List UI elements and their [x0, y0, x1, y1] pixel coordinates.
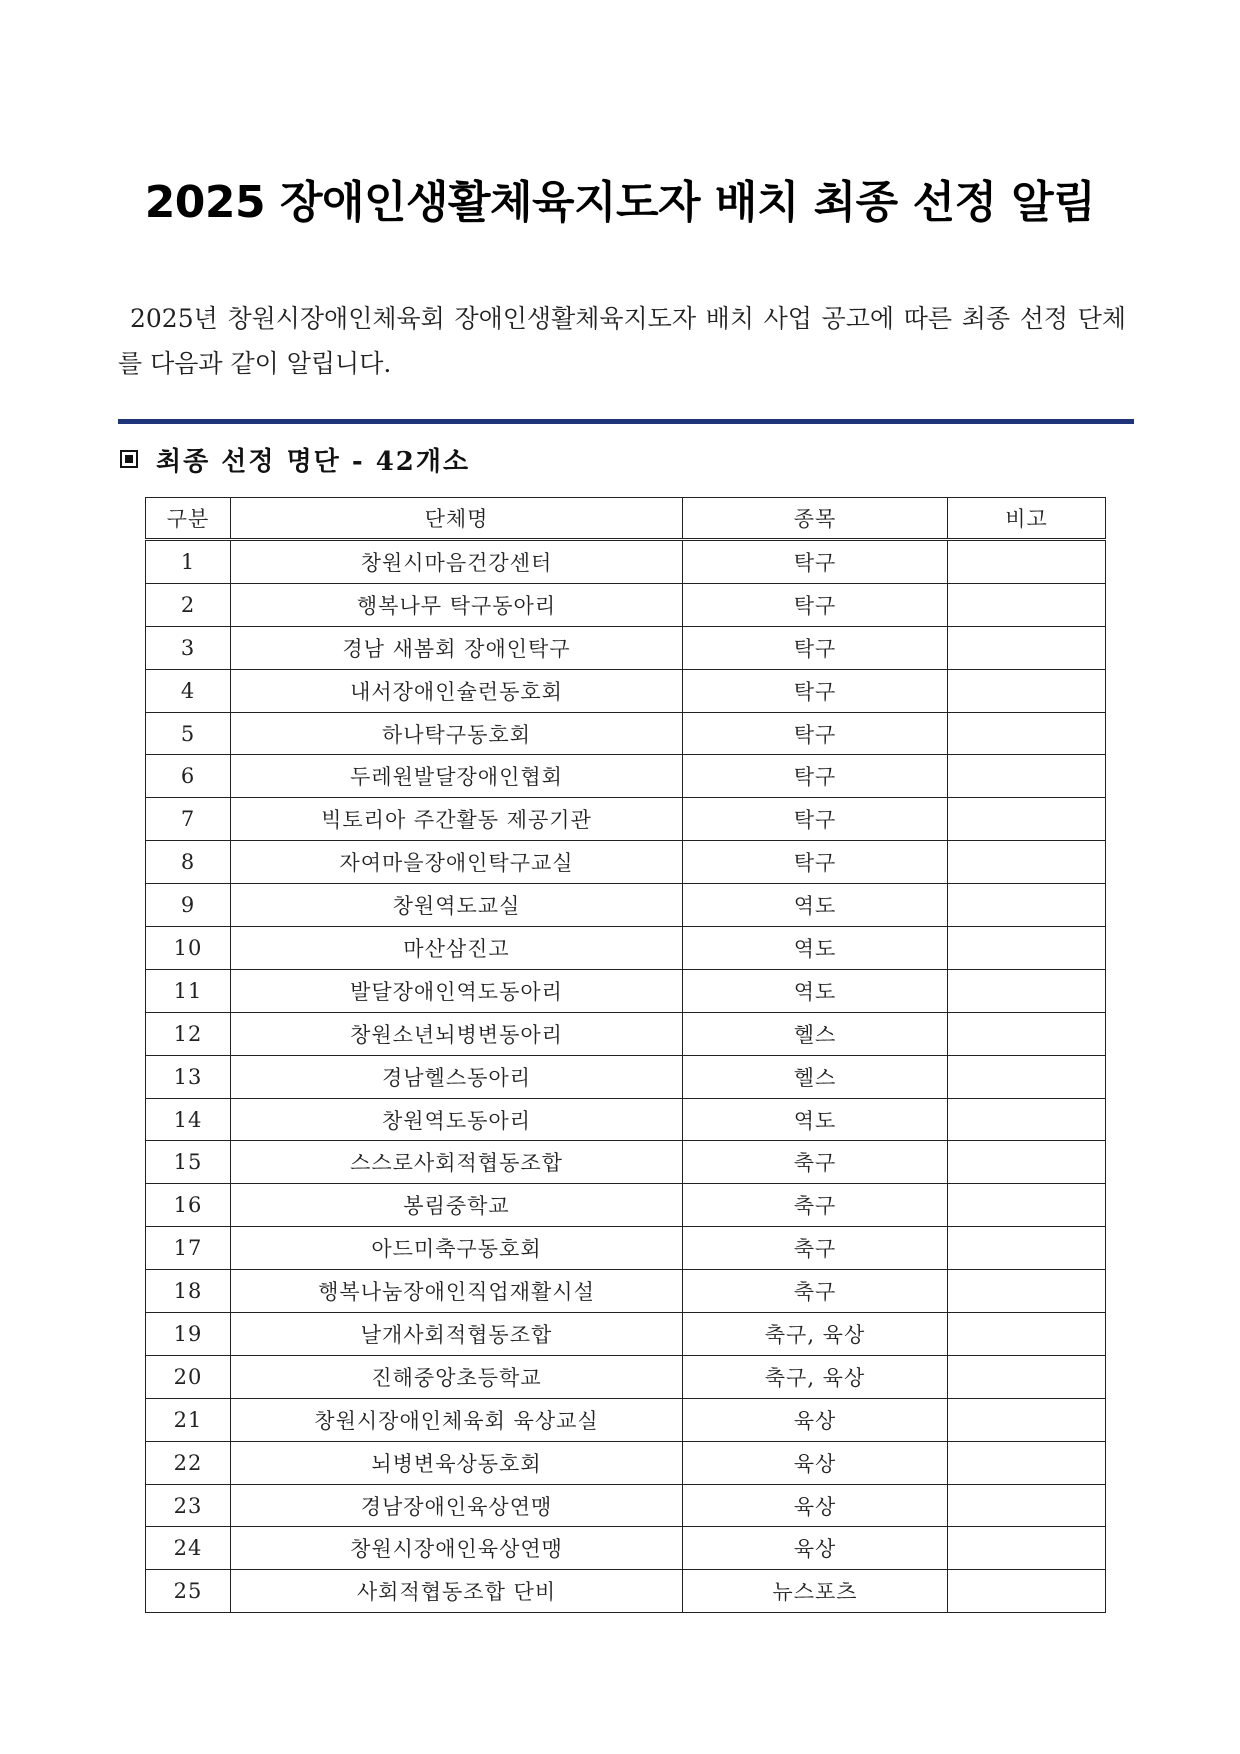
row-number: 17 — [146, 1227, 231, 1270]
sport: 탁구 — [683, 798, 948, 841]
sport: 축구 — [683, 1227, 948, 1270]
sport: 역도 — [683, 884, 948, 927]
row-number: 25 — [146, 1570, 231, 1613]
note — [948, 1012, 1106, 1055]
table-row — [146, 1398, 1106, 1441]
table-row — [146, 1012, 1106, 1055]
sport: 탁구 — [683, 626, 948, 669]
note — [948, 669, 1106, 712]
organization-name: 마산삼진고 — [231, 927, 683, 970]
organization-name: 행복나눔장애인직업재활시설 — [231, 1270, 683, 1313]
organization-name: 창원시장애인육상연맹 — [231, 1527, 683, 1570]
organization-name: 사회적협동조합 단비 — [231, 1570, 683, 1613]
note — [948, 1313, 1106, 1356]
row-number: 22 — [146, 1441, 231, 1484]
row-number: 20 — [146, 1355, 231, 1398]
note — [948, 540, 1106, 584]
table-row — [146, 1227, 1106, 1270]
organization-name: 창원역도동아리 — [231, 1098, 683, 1141]
column-header-note: 비고 — [948, 498, 1106, 540]
table-row — [146, 1098, 1106, 1141]
organization-name: 경남장애인육상연맹 — [231, 1484, 683, 1527]
sport: 탁구 — [683, 841, 948, 884]
organization-name: 자여마을장애인탁구교실 — [231, 841, 683, 884]
sport: 육상 — [683, 1398, 948, 1441]
note — [948, 1141, 1106, 1184]
column-header-number: 구분 — [146, 498, 231, 540]
organization-name: 빅토리아 주간활동 제공기관 — [231, 798, 683, 841]
row-number: 24 — [146, 1527, 231, 1570]
organization-name: 창원시장애인체육회 육상교실 — [231, 1398, 683, 1441]
table-row — [146, 1527, 1106, 1570]
row-number: 16 — [146, 1184, 231, 1227]
row-number: 10 — [146, 927, 231, 970]
section-heading-label: 최종 선정 명단 - 42개소 — [156, 446, 471, 477]
note — [948, 1441, 1106, 1484]
note — [948, 969, 1106, 1012]
organization-name: 발달장애인역도동아리 — [231, 969, 683, 1012]
row-number: 8 — [146, 841, 231, 884]
table-row — [146, 798, 1106, 841]
sport: 탁구 — [683, 540, 948, 584]
row-number: 9 — [146, 884, 231, 927]
note — [948, 884, 1106, 927]
section-heading — [120, 439, 470, 479]
row-number: 7 — [146, 798, 231, 841]
sport: 육상 — [683, 1484, 948, 1527]
intro-paragraph: 2025년 창원시장애인체육회 장애인생활체육지도자 배치 사업 공고에 따른 최종 선정 단체를 다음과 같이 알립니다. — [118, 304, 1126, 378]
organization-name: 봉림중학교 — [231, 1184, 683, 1227]
table-row — [146, 583, 1106, 626]
note — [948, 1055, 1106, 1098]
note — [948, 1398, 1106, 1441]
organization-name: 창원시마음건강센터 — [231, 540, 683, 584]
organization-name: 날개사회적협동조합 — [231, 1313, 683, 1356]
sport: 헬스 — [683, 1012, 948, 1055]
table-body — [146, 540, 1106, 1613]
table-row — [146, 540, 1106, 584]
table-row — [146, 884, 1106, 927]
column-header-organization: 단체명 — [231, 498, 683, 540]
table-row — [146, 669, 1106, 712]
note — [948, 1355, 1106, 1398]
note — [948, 1570, 1106, 1613]
row-number: 12 — [146, 1012, 231, 1055]
organization-name: 경남 새봄회 장애인탁구 — [231, 626, 683, 669]
note — [948, 841, 1106, 884]
note — [948, 1184, 1106, 1227]
sport: 축구, 육상 — [683, 1355, 948, 1398]
note — [948, 1527, 1106, 1570]
row-number: 5 — [146, 712, 231, 755]
sport: 역도 — [683, 969, 948, 1012]
organization-name: 내서장애인슐런동호회 — [231, 669, 683, 712]
sport: 축구 — [683, 1184, 948, 1227]
table-row — [146, 1055, 1106, 1098]
row-number: 19 — [146, 1313, 231, 1356]
organization-name: 진해중앙초등학교 — [231, 1355, 683, 1398]
organization-name: 뇌병변육상동호회 — [231, 1441, 683, 1484]
table-row — [146, 626, 1106, 669]
filled-square-icon — [120, 450, 138, 468]
row-number: 14 — [146, 1098, 231, 1141]
table-row — [146, 712, 1106, 755]
table-row — [146, 927, 1106, 970]
organization-name: 아드미축구동호회 — [231, 1227, 683, 1270]
page-title: 2025 장애인생활체육지도자 배치 최종 선정 알림 — [144, 177, 1096, 228]
sport: 축구, 육상 — [683, 1313, 948, 1356]
note — [948, 1270, 1106, 1313]
sport: 역도 — [683, 927, 948, 970]
sport: 뉴스포츠 — [683, 1570, 948, 1613]
row-number: 23 — [146, 1484, 231, 1527]
note — [948, 626, 1106, 669]
note — [948, 712, 1106, 755]
organization-name: 하나탁구동호회 — [231, 712, 683, 755]
table-row — [146, 1570, 1106, 1613]
organization-name: 스스로사회적협동조합 — [231, 1141, 683, 1184]
organization-name: 두레원발달장애인협회 — [231, 755, 683, 798]
selection-table — [145, 497, 1106, 1613]
note — [948, 1098, 1106, 1141]
row-number: 3 — [146, 626, 231, 669]
sport: 탁구 — [683, 583, 948, 626]
table-row — [146, 1270, 1106, 1313]
table-row — [146, 1313, 1106, 1356]
row-number: 4 — [146, 669, 231, 712]
sport: 육상 — [683, 1441, 948, 1484]
table-row — [146, 1484, 1106, 1527]
organization-name: 경남헬스동아리 — [231, 1055, 683, 1098]
organization-name: 창원소년뇌병변동아리 — [231, 1012, 683, 1055]
sport: 역도 — [683, 1098, 948, 1141]
sport: 탁구 — [683, 669, 948, 712]
organization-name: 행복나무 탁구동아리 — [231, 583, 683, 626]
sport: 육상 — [683, 1527, 948, 1570]
column-header-sport: 종목 — [683, 498, 948, 540]
sport: 축구 — [683, 1141, 948, 1184]
row-number: 21 — [146, 1398, 231, 1441]
table-row — [146, 1441, 1106, 1484]
table-row — [146, 1141, 1106, 1184]
note — [948, 1227, 1106, 1270]
table-row — [146, 841, 1106, 884]
sport: 탁구 — [683, 712, 948, 755]
row-number: 18 — [146, 1270, 231, 1313]
table-row — [146, 1355, 1106, 1398]
section-divider — [118, 419, 1134, 424]
row-number: 11 — [146, 969, 231, 1012]
row-number: 2 — [146, 583, 231, 626]
note — [948, 927, 1106, 970]
sport: 탁구 — [683, 755, 948, 798]
row-number: 6 — [146, 755, 231, 798]
table-row — [146, 1184, 1106, 1227]
sport: 헬스 — [683, 1055, 948, 1098]
row-number: 13 — [146, 1055, 231, 1098]
sport: 축구 — [683, 1270, 948, 1313]
table-header-row — [146, 498, 1106, 540]
row-number: 1 — [146, 540, 231, 584]
row-number: 15 — [146, 1141, 231, 1184]
table-row — [146, 969, 1106, 1012]
note — [948, 583, 1106, 626]
table-row — [146, 755, 1106, 798]
organization-name: 창원역도교실 — [231, 884, 683, 927]
note — [948, 755, 1106, 798]
note — [948, 1484, 1106, 1527]
note — [948, 798, 1106, 841]
